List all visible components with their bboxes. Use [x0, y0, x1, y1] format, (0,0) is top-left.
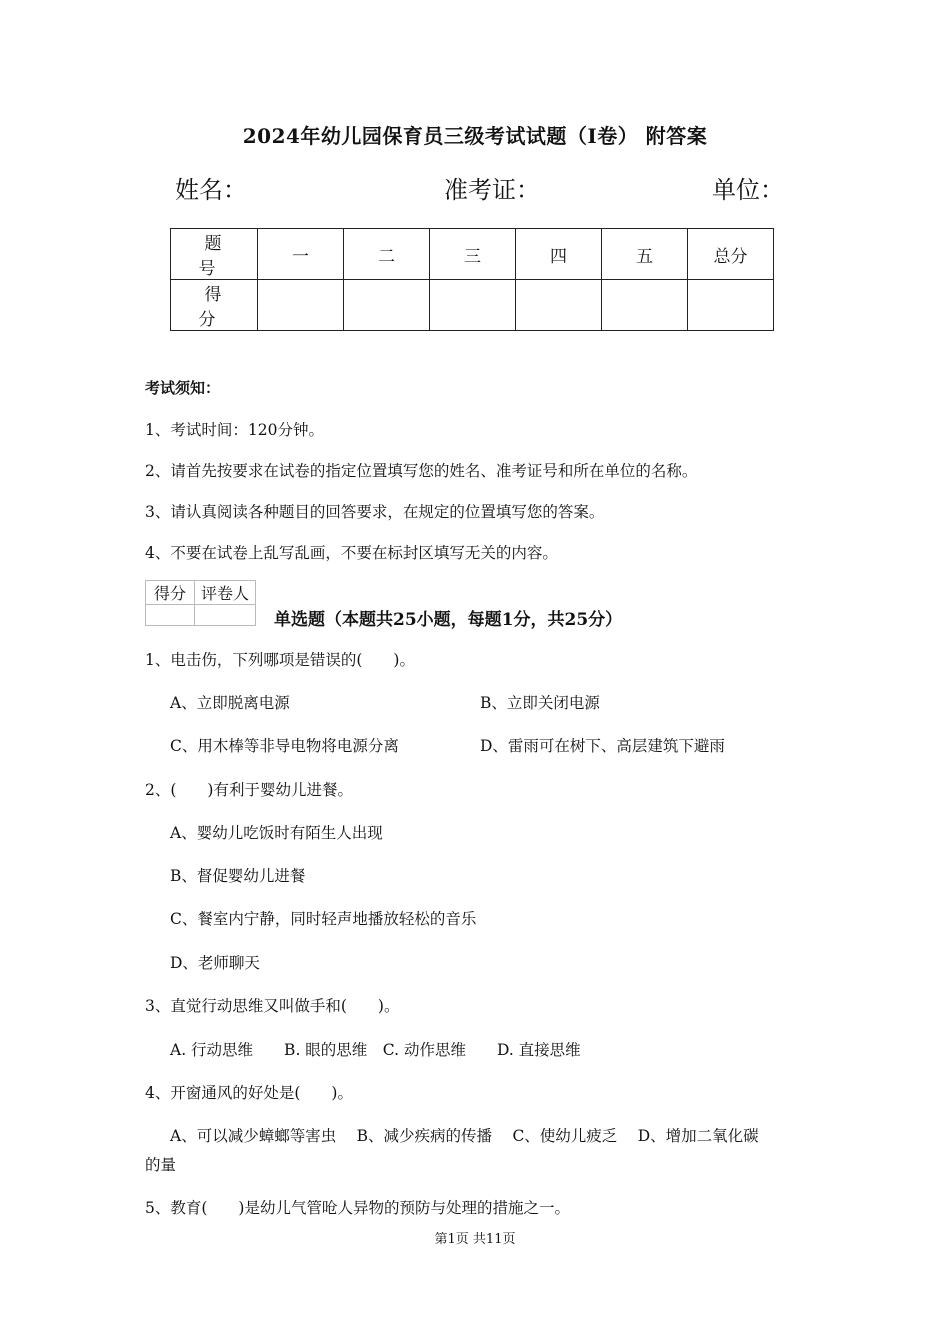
score-cell [688, 280, 774, 331]
name-label: 姓名： [175, 176, 247, 204]
notice-item: 4、不要在试卷上乱写乱画，不要在标封区填写无关的内容。 [145, 544, 558, 562]
question-text: 3、直觉行动思维又叫做手和( )。 [145, 997, 400, 1015]
option-text: C、餐室内宁静，同时轻声地播放轻松的音乐 [170, 910, 477, 928]
notice-item: 3、请认真阅读各种题目的回答要求，在规定的位置填写您的答案。 [145, 503, 605, 521]
question-text: 1、电击伤，下列哪项是错误的( )。 [145, 651, 415, 669]
table-row-label: 得 分 [171, 280, 258, 331]
score-cell [344, 280, 430, 331]
option-text: A、婴幼儿吃饭时有陌生人出现 [170, 824, 383, 842]
table-row [171, 280, 774, 331]
page-footer: 第1页 共11页 [434, 1232, 516, 1247]
notice-item: 2、请首先按要求在试卷的指定位置填写您的姓名、准考证号和所在单位的名称。 [145, 462, 698, 480]
notice-heading: 考试须知： [145, 379, 221, 397]
option-text: B、立即关闭电源 [480, 694, 600, 712]
option-text: D、老师聊天 [170, 954, 260, 972]
score-cell [516, 280, 602, 331]
option-text: C、用木棒等非导电物将电源分离 [170, 737, 399, 755]
grader-reviewer-label: 评卷人 [195, 581, 256, 605]
score-cell [602, 280, 688, 331]
grader-box [145, 580, 256, 626]
question-text: 5、教育( )是幼儿气管呛人异物的预防与处理的措施之一。 [145, 1199, 570, 1217]
option-text: A、立即脱离电源 [170, 694, 290, 712]
table-row [171, 229, 774, 280]
grader-score-cell [146, 605, 195, 626]
table-header-cell: 四 [516, 229, 602, 280]
section-title: 单选题（本题共25小题，每题1分，共25分） [274, 610, 623, 630]
score-cell [430, 280, 516, 331]
exam-id-label: 准考证： [444, 176, 540, 204]
table-header-cell: 题 号 [171, 229, 258, 280]
option-text: 的量 [145, 1156, 177, 1174]
table-header-cell: 总分 [688, 229, 774, 280]
table-header-cell: 二 [344, 229, 430, 280]
question-text: 2、( )有利于婴幼儿进餐。 [145, 781, 353, 799]
table-header-cell: 三 [430, 229, 516, 280]
table-header-cell: 五 [602, 229, 688, 280]
score-table [170, 228, 774, 331]
option-text: B、督促婴幼儿进餐 [170, 867, 306, 885]
question-text: 4、开窗通风的好处是( )。 [145, 1084, 353, 1102]
grader-reviewer-cell [195, 605, 256, 626]
score-cell [258, 280, 344, 331]
table-header-cell: 一 [258, 229, 344, 280]
option-text: A、可以减少蟑螂等害虫 B、减少疾病的传播 C、使幼儿疲乏 D、增加二氧化碳 [170, 1127, 759, 1145]
grader-score-label: 得分 [146, 581, 195, 605]
option-text: A. 行动思维 B. 眼的思维 C. 动作思维 D. 直接思维 [170, 1041, 581, 1059]
page-title: 2024年幼儿园保育员三级考试试题（I卷） 附答案 [242, 124, 708, 148]
unit-label: 单位： [712, 176, 784, 204]
notice-item: 1、考试时间：120分钟。 [145, 421, 324, 439]
option-text: D、雷雨可在树下、高层建筑下避雨 [480, 737, 725, 755]
